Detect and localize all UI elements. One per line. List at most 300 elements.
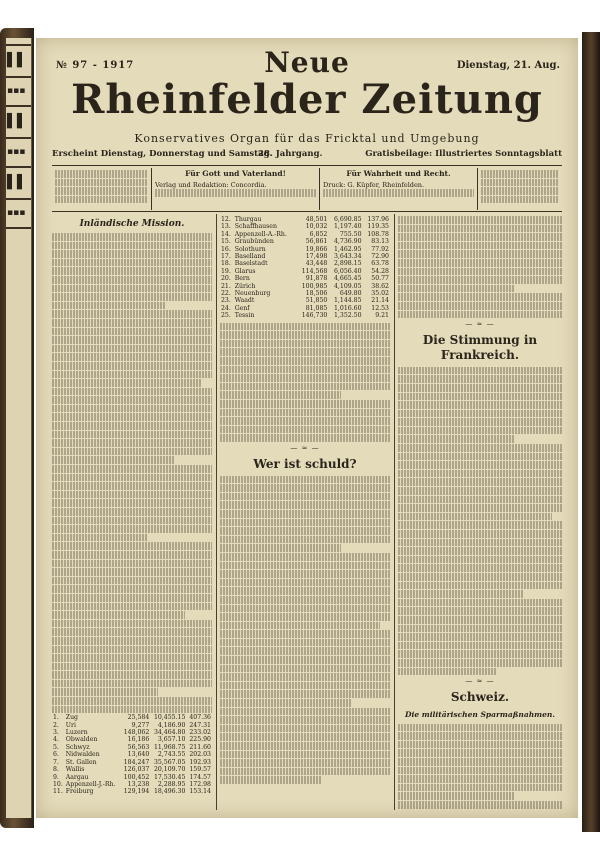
text-line — [220, 605, 390, 613]
table-cell-name: Appenzell-J.-Rh. — [65, 780, 116, 788]
table-cell-name: Genf — [234, 304, 250, 312]
table-row — [220, 290, 390, 297]
table-cell-a: 13,238 — [127, 780, 150, 788]
table-cell-name: Baselstadt — [234, 260, 268, 268]
table-cell-name: Zürich — [234, 282, 256, 290]
text-line — [220, 716, 390, 724]
table-cell-name: St. Gallen — [65, 758, 97, 766]
text-line — [398, 741, 562, 749]
text-line — [398, 233, 562, 241]
column-1 — [52, 216, 212, 810]
text-line — [52, 242, 212, 250]
table-cell-c: 38.62 — [371, 282, 389, 290]
text-line — [52, 285, 212, 293]
table-cell-n: 1. — [53, 714, 59, 722]
table-cell-n: 6. — [53, 751, 59, 759]
text-line — [220, 708, 390, 716]
text-line — [220, 639, 390, 647]
table-cell-n: 3. — [53, 729, 59, 737]
table-cell-name: Baselland — [234, 253, 266, 261]
supplement: Gratisbeilage: Illustriertes Sonntagsblatt — [365, 149, 562, 159]
text-line — [52, 603, 212, 611]
motto-left-box — [152, 168, 320, 210]
text-line — [52, 534, 148, 542]
text-line — [220, 527, 390, 535]
table-row — [52, 729, 212, 736]
table-row — [220, 231, 390, 238]
column-3 — [398, 216, 562, 810]
table-cell-a: 114,568 — [301, 267, 328, 275]
text-line — [220, 751, 390, 759]
text-line — [220, 484, 390, 492]
text-line — [398, 659, 562, 667]
table-cell-n: 8. — [53, 766, 59, 774]
table-cell-name: Uri — [65, 721, 76, 729]
text-line — [220, 544, 341, 552]
article-body — [52, 233, 212, 713]
table-cell-b: 3,657.10 — [157, 736, 186, 744]
text-line — [398, 616, 562, 624]
text-line — [220, 553, 390, 561]
table-cell-c: 9.21 — [375, 312, 389, 320]
text-line — [220, 417, 390, 425]
table-cell-b: 10,455.15 — [153, 714, 186, 722]
table-cell-n: 2. — [53, 721, 59, 729]
text-line — [398, 496, 562, 504]
text-line — [52, 577, 212, 585]
table-cell-n: 15. — [221, 238, 231, 246]
table-cell-b: 1,352.50 — [334, 312, 362, 320]
text-line — [52, 456, 175, 464]
table-cell-a: 13,640 — [127, 751, 150, 759]
text-line — [220, 742, 390, 750]
article-body — [398, 216, 562, 318]
text-line — [52, 646, 212, 654]
table-cell-n: 18. — [221, 260, 231, 268]
text-line — [220, 673, 390, 681]
divider-ornament: — ≈ — — [290, 444, 320, 452]
table-cell-name: Schwyz — [65, 743, 90, 751]
text-line — [52, 267, 212, 275]
table-row — [220, 246, 390, 253]
text-line — [398, 767, 562, 775]
text-line — [220, 434, 390, 442]
table-cell-b: 2,288.95 — [157, 780, 186, 788]
table-row — [220, 305, 390, 312]
table-row — [52, 781, 212, 788]
text-line — [220, 391, 341, 399]
article-body — [220, 476, 390, 784]
text-line — [52, 568, 212, 576]
text-line — [220, 366, 390, 374]
text-line — [220, 400, 390, 408]
text-line — [398, 556, 562, 564]
text-line — [52, 706, 212, 714]
text-line — [398, 418, 562, 426]
text-line — [220, 656, 390, 664]
table-cell-n: 14. — [221, 230, 231, 238]
text-line — [220, 759, 390, 767]
table-cell-name: Waadt — [234, 297, 255, 305]
text-line — [52, 250, 212, 258]
table-row — [220, 253, 390, 260]
text-line — [220, 613, 390, 621]
table-cell-c: 12.53 — [371, 304, 389, 312]
text-line — [220, 510, 390, 518]
text-line — [398, 478, 562, 486]
column-separator — [394, 214, 395, 810]
text-line — [398, 530, 562, 538]
text-line — [398, 792, 514, 800]
slogan-left: Für Gott und Vaterland! — [185, 169, 286, 178]
text-line — [398, 724, 562, 732]
text-line — [52, 405, 212, 413]
table-cell-b: 3,643.34 — [334, 253, 362, 261]
table-cell-c: 119.35 — [367, 223, 389, 231]
table-cell-n: 24. — [221, 304, 231, 312]
table-row — [52, 774, 212, 781]
text-line — [398, 268, 562, 276]
text-line — [398, 453, 562, 461]
text-line — [398, 775, 562, 783]
text-line — [398, 625, 562, 633]
table-cell-c: 63.78 — [371, 260, 389, 268]
table-cell-c: 192.93 — [189, 758, 211, 766]
slogan-right: Für Wahrheit und Recht. — [346, 169, 451, 178]
text-line — [220, 536, 390, 544]
text-line — [220, 690, 390, 698]
table-cell-name: Freiburg — [65, 788, 94, 796]
table-cell-n: 16. — [221, 245, 231, 253]
text-line — [398, 668, 496, 676]
table-cell-b: 20,109.70 — [153, 766, 186, 774]
advert-rates-box — [478, 168, 562, 210]
table-cell-c: 83.13 — [371, 238, 389, 246]
table-cell-name: Schaffhausen — [234, 223, 277, 231]
text-line — [220, 733, 390, 741]
text-line — [52, 491, 212, 499]
previous-page-edge: ▌▌ ▪▪▪ ▌▌ ▪▪▪ ▌▌ ▪▪▪ — [6, 38, 32, 818]
table-cell-name: Glarus — [234, 267, 256, 275]
text-line — [52, 413, 212, 421]
table-cell-a: 148,062 — [123, 729, 150, 737]
text-line — [398, 225, 562, 233]
table-row — [220, 223, 390, 230]
table-cell-a: 6,852 — [309, 230, 328, 238]
table-cell-name: Obwalden — [65, 736, 98, 744]
text-line — [398, 732, 562, 740]
table-row — [220, 312, 390, 319]
table-row — [52, 714, 212, 721]
text-line — [52, 517, 212, 525]
schedule: Erscheint Dienstag, Donnerstag und Samstag. — [52, 149, 273, 159]
table-row — [52, 722, 212, 729]
subtitle: Konservatives Organ für das Fricktal und Umgebung — [134, 132, 480, 145]
table-cell-c: 233.02 — [189, 729, 211, 737]
table-cell-b: 1,016.60 — [334, 304, 362, 312]
table-cell-b: 18,496.30 — [153, 788, 186, 796]
text-line — [220, 340, 390, 348]
text-line — [52, 671, 212, 679]
table-cell-n: 17. — [221, 253, 231, 261]
text-line — [220, 587, 390, 595]
table-cell-c: 77.92 — [371, 245, 389, 253]
text-line — [398, 375, 562, 383]
text-line — [220, 579, 390, 587]
table-cell-n: 19. — [221, 267, 231, 275]
text-line — [52, 371, 212, 379]
text-line — [398, 801, 562, 809]
text-line — [398, 539, 562, 547]
table-cell-b: 1,144.85 — [334, 297, 362, 305]
table-cell-a: 129,194 — [123, 788, 150, 796]
table-cell-c: 407.36 — [189, 714, 211, 722]
text-line — [398, 642, 562, 650]
masthead-rule — [52, 165, 562, 166]
table-cell-b: 1,197.40 — [334, 223, 362, 231]
text-line — [52, 319, 212, 327]
table-cell-a: 48,501 — [305, 216, 328, 223]
table-cell-a: 43,448 — [305, 260, 328, 268]
table-cell-a: 18,506 — [305, 290, 328, 298]
text-line — [398, 285, 514, 293]
table-cell-a: 9,277 — [131, 721, 150, 729]
article-heading-schweiz: Schweiz. — [450, 689, 510, 704]
text-line — [52, 585, 212, 593]
text-line — [52, 680, 212, 688]
table-cell-n: 12. — [221, 216, 231, 223]
text-line — [220, 519, 390, 527]
table-cell-n: 11. — [53, 788, 63, 796]
article-heading-schuld: Wer ist schuld? — [253, 456, 357, 471]
table-cell-b: 755.50 — [339, 230, 362, 238]
table-cell-b: 4,665.45 — [334, 275, 362, 283]
table-cell-n: 13. — [221, 223, 231, 231]
text-line — [52, 379, 202, 387]
text-line — [52, 396, 212, 404]
table-cell-c: 35.02 — [371, 290, 389, 298]
text-line — [220, 331, 390, 339]
table-cell-b: 34,464.80 — [153, 729, 186, 737]
text-line — [52, 336, 212, 344]
text-line — [220, 374, 390, 382]
text-line — [220, 476, 390, 484]
text-line — [52, 431, 212, 439]
text-line — [52, 542, 212, 550]
table-cell-n: 25. — [221, 312, 231, 320]
text-line — [220, 699, 351, 707]
table-cell-c: 72.90 — [371, 253, 389, 261]
table-cell-n: 22. — [221, 290, 231, 298]
text-line — [398, 435, 514, 443]
text-line — [52, 388, 212, 396]
table-cell-b: 6,690.85 — [334, 216, 362, 223]
table-row — [220, 238, 390, 245]
text-line — [220, 383, 390, 391]
table-cell-c: 211.60 — [189, 743, 211, 751]
text-line — [220, 622, 380, 630]
table-cell-name: Wallis — [65, 766, 85, 774]
table-cell-a: 16,186 — [127, 736, 150, 744]
text-line — [220, 426, 390, 434]
table-cell-c: 21.14 — [371, 297, 389, 305]
table-cell-a: 81,085 — [305, 304, 328, 312]
text-line — [398, 250, 562, 258]
text-line — [220, 562, 390, 570]
text-line — [220, 570, 390, 578]
text-line — [52, 362, 212, 370]
table-cell-name: Solothurn — [234, 245, 266, 253]
text-line — [398, 547, 562, 555]
book-binding-right — [582, 32, 600, 832]
text-line — [52, 620, 212, 628]
article-body — [220, 323, 390, 442]
table-row — [220, 216, 390, 223]
table-cell-c: 159.57 — [189, 766, 211, 774]
table-cell-n: 10. — [53, 780, 63, 788]
text-line — [398, 784, 562, 792]
text-line — [398, 276, 562, 284]
column-2 — [220, 216, 390, 810]
text-line — [220, 596, 390, 604]
text-line — [52, 654, 212, 662]
text-line — [398, 521, 562, 529]
text-line — [52, 474, 212, 482]
text-line — [52, 465, 212, 473]
article-body — [398, 367, 562, 675]
text-line — [398, 311, 562, 319]
text-line — [52, 345, 212, 353]
text-line — [52, 328, 212, 336]
table-cell-a: 10,032 — [305, 223, 328, 231]
table-cell-name: Zug — [65, 714, 79, 722]
text-line — [52, 508, 212, 516]
text-line — [52, 551, 212, 559]
table-cell-a: 56,563 — [127, 743, 150, 751]
table-cell-c: 202.03 — [189, 751, 211, 759]
table-cell-b: 1,462.95 — [334, 245, 362, 253]
table-row — [220, 260, 390, 267]
text-line — [398, 302, 562, 310]
table-cell-n: 21. — [221, 282, 231, 290]
text-line — [398, 573, 562, 581]
table-cell-b: 17,530.45 — [153, 773, 186, 781]
text-line — [398, 487, 562, 495]
text-line — [398, 427, 562, 435]
text-line — [398, 590, 524, 598]
text-line — [398, 599, 562, 607]
table-cell-c: 54.28 — [371, 267, 389, 275]
table-cell-n: 20. — [221, 275, 231, 283]
table-row — [220, 268, 390, 275]
text-line — [52, 637, 212, 645]
table-cell-a: 51,850 — [305, 297, 328, 305]
publication-info-row — [52, 149, 562, 163]
table-row — [52, 744, 212, 751]
table-cell-n: 23. — [221, 297, 231, 305]
text-line — [398, 393, 562, 401]
table-row — [52, 751, 212, 758]
text-line — [398, 633, 562, 641]
table-cell-b: 4,186.90 — [157, 721, 186, 729]
text-line — [52, 628, 212, 636]
table-row — [52, 759, 212, 766]
table-row — [220, 297, 390, 304]
table-cell-c: 108.78 — [367, 230, 389, 238]
table-cell-c: 172.98 — [189, 780, 211, 788]
table-cell-a: 100,985 — [301, 282, 328, 290]
table-row — [52, 766, 212, 773]
text-line — [398, 444, 562, 452]
title-line-1: Neue — [264, 46, 350, 79]
table-cell-name: Neuenburg — [234, 290, 271, 298]
text-line — [52, 697, 212, 705]
text-line — [52, 560, 212, 568]
table-cell-b: 4,736.90 — [334, 238, 362, 246]
text-line — [220, 768, 390, 776]
subscription-box — [52, 168, 152, 210]
text-line — [398, 582, 562, 590]
text-line — [52, 688, 158, 696]
text-line — [398, 242, 562, 250]
table-cell-a: 19,866 — [305, 245, 328, 253]
table-cell-a: 184,247 — [123, 758, 150, 766]
text-line — [52, 302, 166, 310]
table-cell-a: 146,730 — [301, 312, 328, 320]
table-cell-n: 7. — [53, 758, 59, 766]
text-line — [398, 513, 552, 521]
table-cell-name: Nidwalden — [65, 751, 100, 759]
text-line — [220, 630, 390, 638]
text-line — [52, 276, 212, 284]
text-line — [220, 725, 390, 733]
table-row — [220, 283, 390, 290]
text-line — [398, 504, 562, 512]
table-cell-c: 174.57 — [189, 773, 211, 781]
meta-band — [52, 168, 562, 210]
table-cell-name: Luzern — [65, 729, 88, 737]
publisher: Verlag und Redaktion: Concordia. — [155, 181, 267, 189]
table-cell-b: 11,968.75 — [153, 743, 186, 751]
text-line — [52, 293, 212, 301]
table-cell-name: Tessin — [234, 312, 255, 320]
newspaper-page — [36, 38, 578, 818]
text-line — [398, 293, 562, 301]
article-subheading: Die militärischen Sparmaßnahmen. — [405, 709, 555, 719]
table-cell-b: 2,898.15 — [334, 260, 362, 268]
meta-rule — [52, 211, 562, 212]
text-line — [398, 367, 562, 375]
text-line — [398, 216, 562, 224]
text-line — [398, 607, 562, 615]
table-cell-c: 247.31 — [189, 721, 211, 729]
text-line — [398, 384, 562, 392]
table-cell-name: Graubünden — [234, 238, 274, 246]
table-cell-name: Aargau — [65, 773, 89, 781]
table-cell-name: Bern — [234, 275, 250, 283]
text-line — [398, 758, 562, 766]
table-cell-name: Appenzell-A.-Rh. — [234, 230, 287, 238]
text-line — [52, 422, 212, 430]
table-cell-c: 137.96 — [367, 216, 389, 223]
table-row — [52, 736, 212, 743]
donation-table-continued — [220, 216, 390, 320]
text-line — [52, 611, 185, 619]
table-cell-b: 35,567.05 — [153, 758, 186, 766]
table-cell-name: Thurgau — [234, 216, 262, 223]
table-cell-b: 6,056.40 — [334, 267, 362, 275]
table-cell-a: 17,498 — [305, 253, 328, 261]
